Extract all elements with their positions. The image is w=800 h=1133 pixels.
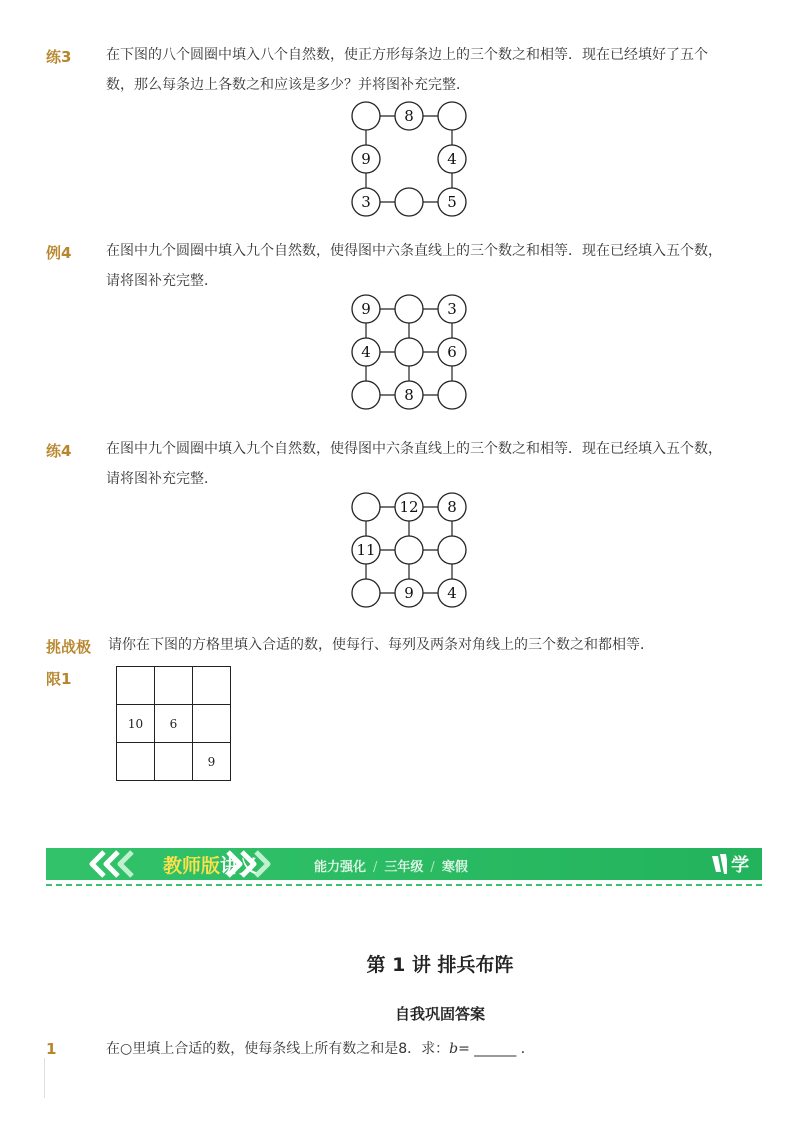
number-circle[interactable]	[352, 295, 380, 323]
number-circle[interactable]	[438, 579, 466, 607]
number-circle[interactable]	[352, 145, 380, 173]
circle-outline	[395, 188, 423, 216]
circle-outline	[395, 338, 423, 366]
brand-mark-icon	[710, 852, 727, 876]
number-circle[interactable]	[438, 493, 466, 521]
number-circle[interactable]	[352, 493, 380, 521]
question-number: 1	[46, 1040, 57, 1058]
brand-logo	[710, 829, 762, 902]
circle-value: 6	[447, 343, 457, 361]
grid-cell[interactable]	[117, 743, 155, 781]
circle-value: 9	[361, 300, 371, 318]
grid-cell[interactable]: 6	[155, 705, 193, 743]
number-circle[interactable]	[352, 579, 380, 607]
circle-value: 4	[361, 343, 371, 361]
circle-value: 8	[404, 107, 414, 125]
number-circle[interactable]	[395, 579, 423, 607]
circle-value: 3	[361, 193, 371, 211]
circle-value: 4	[447, 584, 457, 602]
circle-value: 4	[447, 150, 457, 168]
number-circle[interactable]	[438, 295, 466, 323]
chevron-right-icon	[222, 848, 282, 880]
margin-line	[44, 1058, 45, 1098]
number-circle[interactable]	[352, 188, 380, 216]
question-variable: b	[449, 1041, 459, 1057]
grid-cell[interactable]	[155, 743, 193, 781]
circle-outline	[438, 102, 466, 130]
circle-outline	[352, 493, 380, 521]
circle-value: 11	[356, 541, 376, 559]
header-banner	[46, 829, 762, 902]
grid-cell[interactable]: 10	[117, 705, 155, 743]
grid-cell[interactable]	[117, 667, 155, 705]
circle-value: 8	[447, 498, 457, 516]
grid-cell[interactable]: 9	[193, 743, 231, 781]
circle-outline	[395, 536, 423, 564]
circle-outline	[352, 102, 380, 130]
banner-title-yellow: 教师版	[163, 855, 221, 877]
banner-subtitle: 能力强化 / 三年级 / 寒假	[314, 860, 468, 875]
banner-divider	[46, 884, 762, 886]
question-text-main: 在○里填上合适的数，使每条线上所有数之和是8．求：	[106, 1041, 450, 1057]
problem-text: 在图中九个圆圈中填入九个自然数，使得图中六条直线上的三个数之和相等．现在已经填入五个数，请将图补充完整．	[106, 243, 722, 289]
brand-name: 爱学习	[731, 829, 750, 902]
problem-text: 在图中九个圆圈中填入九个自然数，使得图中六条直线上的三个数之和相等．现在已经填入五个数，请将图补充完整．	[106, 441, 722, 487]
number-circle[interactable]	[395, 493, 423, 521]
problem-label: 练4	[46, 442, 72, 460]
number-circle[interactable]	[438, 381, 466, 409]
lesson-title: 第 1 讲 排兵布阵	[366, 954, 514, 976]
challenge-label: 挑战极	[46, 638, 92, 656]
number-circle[interactable]	[395, 536, 423, 564]
banner-title-white: 讲义	[220, 855, 259, 877]
number-circle[interactable]	[438, 338, 466, 366]
circle-value: 9	[361, 150, 371, 168]
banner-term: 寒假	[441, 860, 468, 875]
number-circle[interactable]	[438, 102, 466, 130]
circle-value: 12	[399, 498, 419, 516]
circle-value: 8	[404, 386, 414, 404]
circle-diagram-grid	[350, 295, 470, 410]
number-circle[interactable]	[395, 295, 423, 323]
chevron-left-icon	[78, 848, 158, 880]
number-circle[interactable]	[395, 381, 423, 409]
challenge-label-cont: 限1	[46, 670, 72, 688]
circle-value: 3	[447, 300, 457, 318]
challenge-text: 请你在下图的方格里填入合适的数，使每行、每列及两条对角线上的三个数之和都相等．	[108, 637, 654, 653]
number-circle[interactable]	[395, 102, 423, 130]
circle-outline	[352, 381, 380, 409]
circle-outline	[395, 295, 423, 323]
number-circle[interactable]	[395, 188, 423, 216]
number-circle[interactable]	[395, 338, 423, 366]
grid-cell[interactable]	[193, 667, 231, 705]
circle-outline	[352, 579, 380, 607]
grid-cell[interactable]	[155, 667, 193, 705]
number-circle[interactable]	[438, 536, 466, 564]
number-circle[interactable]	[438, 145, 466, 173]
circle-value: 9	[404, 584, 414, 602]
number-circle[interactable]	[352, 102, 380, 130]
magic-square-grid	[116, 666, 231, 781]
section-title: 自我巩固答案	[394, 1005, 485, 1023]
number-circle[interactable]	[352, 536, 380, 564]
circle-diagram-grid	[350, 493, 470, 608]
banner-course: 能力强化	[314, 860, 367, 875]
circle-diagram-square	[350, 102, 470, 217]
example-label: 例4	[46, 244, 72, 262]
problem-text: 在下图的八个圆圈中填入八个自然数，使正方形每条边上的三个数之和相等．现在已经填好了五个数，那么每条边上各数之和应该是多少？并将图补充完整．	[106, 47, 708, 93]
grid-cell[interactable]	[193, 705, 231, 743]
circle-outline	[438, 381, 466, 409]
number-circle[interactable]	[438, 188, 466, 216]
question-answer-blank[interactable]: = ______ ．	[458, 1041, 535, 1057]
question-text	[106, 1034, 726, 1064]
circle-outline	[438, 536, 466, 564]
banner-grade: 三年级	[384, 860, 424, 875]
number-circle[interactable]	[352, 381, 380, 409]
number-circle[interactable]	[352, 338, 380, 366]
circle-value: 5	[447, 193, 457, 211]
problem-label: 练3	[46, 48, 72, 66]
